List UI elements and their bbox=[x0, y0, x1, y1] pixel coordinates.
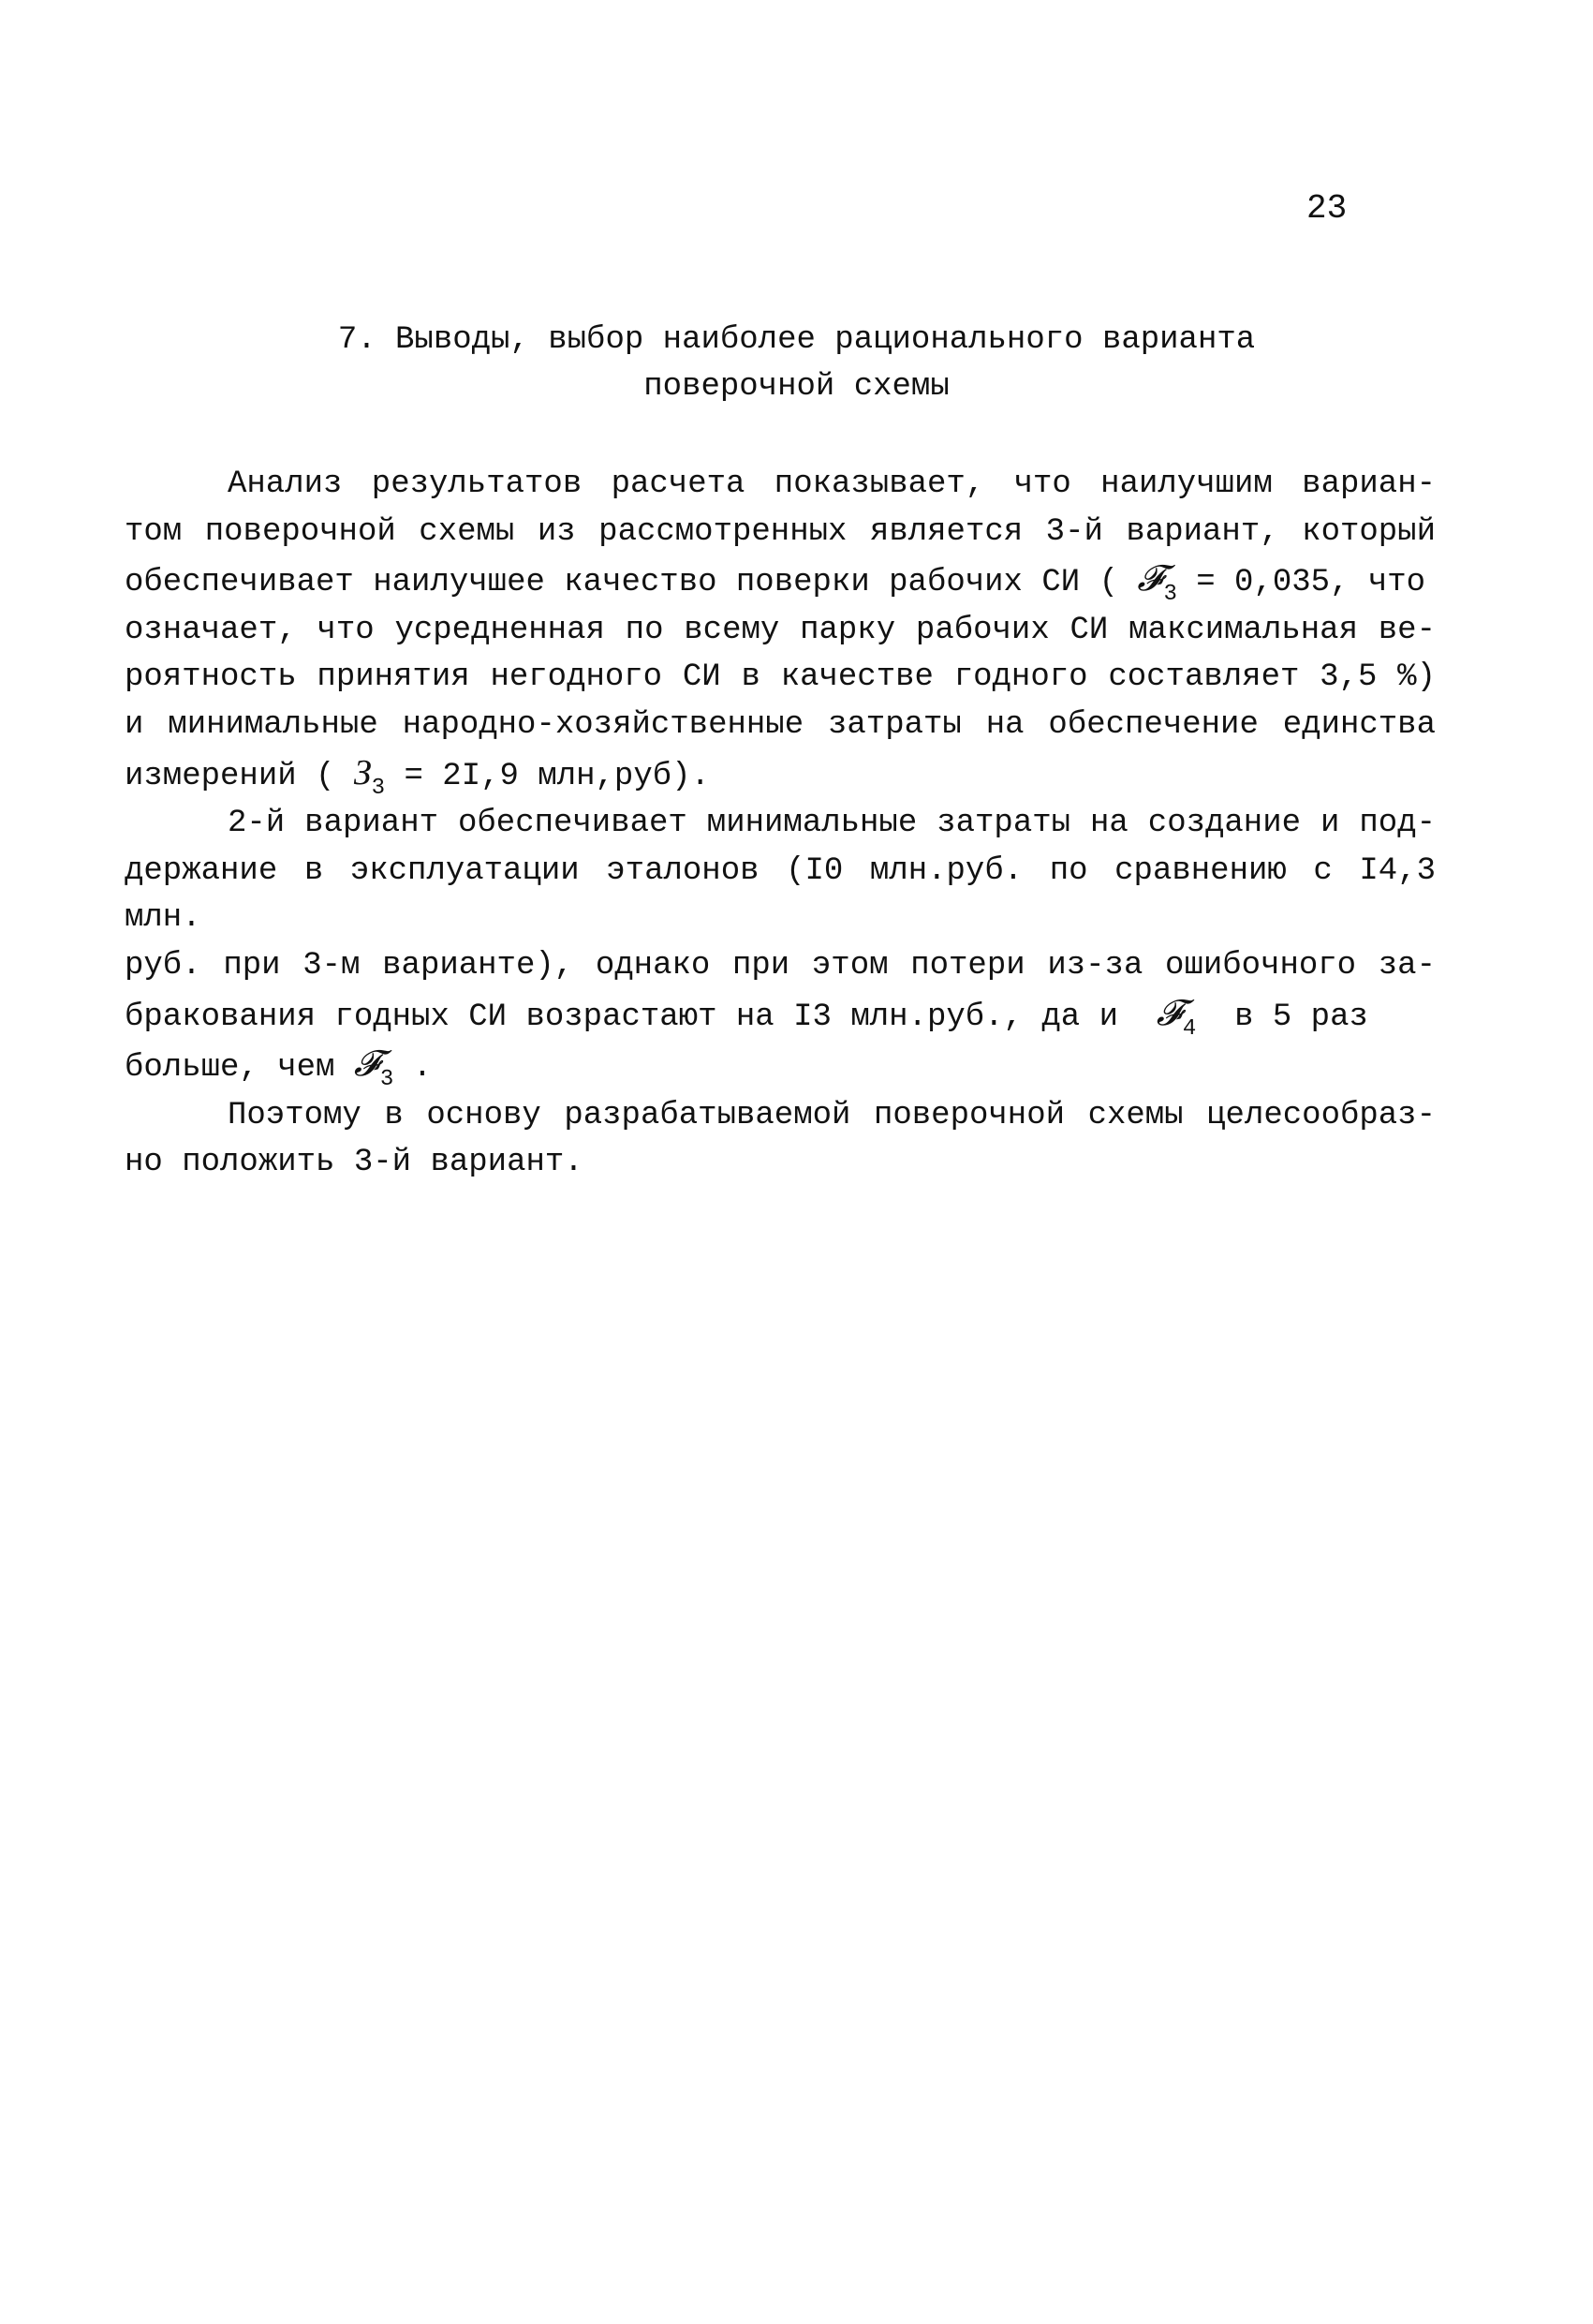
paragraph-1-line-5: роятность принятия негодного СИ в качестве годного составляет 3,5 %) bbox=[125, 659, 1436, 696]
paragraph-3 bbox=[125, 1092, 1482, 1187]
symbol-subscript: 3 bbox=[1163, 582, 1177, 608]
symbol-subscript: 4 bbox=[1182, 1015, 1197, 1042]
paragraph-3-line-1: Поэтому в основу разрабатываемой поверочной схемы целесообраз- bbox=[228, 1097, 1436, 1133]
section-heading bbox=[0, 317, 1593, 410]
text-segment: = 0,035, что bbox=[1196, 565, 1426, 601]
text-segment: бракования годных СИ возрастают на I3 млн.руб., да и bbox=[125, 999, 1118, 1035]
paragraph-1-line-4: означает, что усредненная по всему парку рабочих СИ максимальная ве- bbox=[125, 612, 1436, 648]
symbol-subscript: 3 bbox=[371, 775, 386, 801]
paragraph-1 bbox=[125, 461, 1482, 800]
paragraph-3-line-2: но положить 3-й вариант. bbox=[125, 1145, 583, 1181]
paragraph-1-line-1: Анализ результатов расчета показывает, что наилучшим вариан- bbox=[228, 466, 1436, 502]
paragraph-2 bbox=[125, 800, 1482, 1092]
text-segment: = 2I,9 млн,руб). bbox=[404, 758, 710, 794]
text-segment: больше, чем bbox=[125, 1050, 335, 1087]
heading-line-1: 7. Выводы, выбор наиболее рационального варианта bbox=[337, 322, 1256, 358]
heading-line-2: поверочной схемы bbox=[643, 369, 950, 405]
paragraph-1-line-6: и минимальные народно-хозяйственные затраты на обеспечение единства bbox=[125, 706, 1436, 743]
f-symbol: 𝓕 bbox=[1137, 559, 1164, 600]
text-segment: . bbox=[412, 1050, 433, 1087]
paragraph-2-line-2: держание в эксплуатации эталонов (I0 млн.руб. по сравнению с I4,3 млн. bbox=[125, 852, 1436, 937]
symbol-subscript: 3 bbox=[379, 1067, 394, 1093]
paragraph-2-line-1: 2-й вариант обеспечивает минимальные затраты на создание и под- bbox=[228, 806, 1436, 842]
f-symbol: 𝓕 bbox=[1156, 993, 1183, 1033]
paragraph-1-line-7 bbox=[125, 749, 1482, 801]
text-segment: обеспечивает наилучшее качество поверки рабочих СИ ( bbox=[125, 565, 1118, 601]
text-segment: измерений ( bbox=[125, 758, 335, 794]
paragraph-1-line-3 bbox=[125, 555, 1482, 607]
z-symbol: З bbox=[353, 752, 372, 792]
paragraph-2-line-4 bbox=[125, 990, 1482, 1042]
paragraph-1-line-2: том поверочной схемы из рассмотренных является 3-й вариант, который bbox=[125, 513, 1436, 550]
page-number: 23 bbox=[1306, 189, 1348, 228]
text-segment: в 5 раз bbox=[1234, 999, 1368, 1035]
body-text bbox=[125, 461, 1482, 1187]
paragraph-2-line-3: руб. при 3-м варианте), однако при этом потери из-за ошибочного за- bbox=[125, 947, 1436, 984]
f-symbol: 𝓕 bbox=[353, 1044, 380, 1085]
paragraph-2-line-5 bbox=[125, 1041, 1482, 1092]
